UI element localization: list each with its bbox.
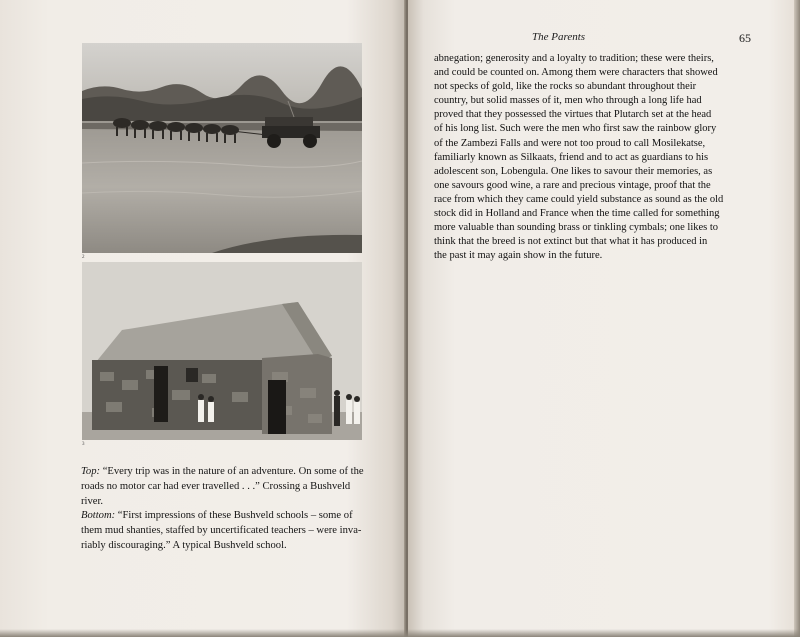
figure-number-2: 2 [82,255,85,260]
caption-top-line-2: roads no motor car had ever travelled . . .” Crossing a Bushveld [81,480,351,492]
body-line: abnegation; generosity and a loyalty to tradition; these were theirs, [434,53,714,64]
body-text [434,52,776,263]
body-line: adolescent son, Lobengula. One likes to savour their memories, as [434,165,713,177]
photo-river-crossing [82,43,362,253]
caption-bottom-lead: Bottom: [81,510,116,522]
body-line: of his long list. Such were the men who first saw the rainbow glory [434,123,717,135]
body-line: stock did in Holland and France when the time called for something [434,208,720,220]
right-page [408,0,800,637]
body-line: familiarly known as Silkaats, friend and to act as guardians to his [434,151,709,163]
body-line: proved that they possessed the virtues that Plutarch set at the head [434,109,712,121]
body-line: of the Zambezi Falls and were not too proud to call Mosilekatse, [434,137,706,149]
running-head-title: The Parents [532,31,586,43]
body-line: race from which they came could yield substance as sound as the old [434,193,724,205]
caption-bottom [81,509,366,553]
caption-top-lead: Top: [81,466,101,477]
page-number: 65 [739,31,751,45]
caption-top-line-3: river. [81,495,104,507]
caption-top [81,465,366,509]
photo-bushveld-school [82,262,362,440]
body-line: the past it may again show in the future. [434,250,603,262]
figure-number-3: 3 [82,442,85,447]
caption-bottom-line-1: “First impressions of these Bushveld schools – some of [115,510,353,522]
caption-bottom-line-2: them mud shanties, staffed by uncertificated teachers – were inva- [81,525,362,537]
caption-top-line-1: “Every trip was in the nature of an adventure. On some of the [100,466,364,477]
caption-bottom-line-3: riably discouraging.” A typical Bushveld school. [81,539,287,551]
body-line: country, but solid masses of it, men who through a long life had [434,95,702,107]
body-line: one savours good wine, a rare and precious vintage, proof that the [434,179,711,191]
body-line: think that the breed is not extinct but that what it has produced in [434,236,708,248]
body-line: more valuable than sounding brass or tinkling cymbals; one likes to [434,222,719,234]
photo-caption [81,465,366,554]
body-line: not specks of gold, like the rocks so abundant throughout their [434,81,697,93]
page-bottom-shadow [0,629,800,637]
body-line: and could be counted on. Among them were characters that showed [434,67,718,79]
page-edge [794,0,800,637]
